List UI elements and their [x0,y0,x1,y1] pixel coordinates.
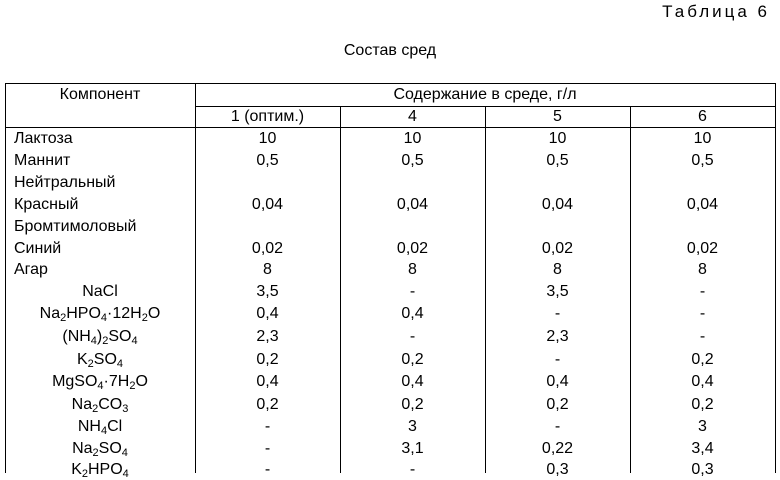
header-content: Содержание в среде, г/л [393,86,577,103]
row-value-col-3: 0,3 [546,461,569,478]
header-col-1: 1 (оптим.) [230,108,305,125]
row-value-col-2: - [409,283,416,300]
row-value-col-2: 0,5 [401,152,424,169]
row-value-col-3: 3,5 [546,283,569,300]
row-value-col-4: - [699,283,706,300]
row-value-col-2: - [409,461,416,478]
row-value-col-4: 0,4 [691,373,714,390]
row-component-name: $Na_2HPO_4\cdot 12H_2O$ [39,305,161,324]
row-value-col-3: - [554,305,561,322]
row-component-name: $K_2HPO_4$ [71,461,129,480]
row-value-col-2: 0,04 [396,196,429,213]
row-component-name: Агар [14,261,48,278]
row-value-col-3: - [554,418,561,435]
table-caption: Состав сред [343,42,437,59]
row-value-col-1: 2,3 [256,328,279,345]
table-right-border [775,83,776,473]
header-component: Компонент [59,86,141,103]
row-component-name: NaCl [82,283,118,300]
table-left-border [5,83,6,473]
row-value-col-2: 8 [408,261,417,278]
row-value-col-1: - [264,440,271,457]
row-value-col-2: 0,4 [401,373,424,390]
row-value-col-3: 10 [548,130,567,147]
row-value-col-1: 0,2 [256,396,279,413]
row-value-col-1: 0,02 [251,240,284,257]
row-component-name: $NH_4Cl$ [77,418,123,437]
header-col-4: 4 [408,108,417,125]
row-component-name: $K_2SO_4$ [76,351,124,370]
header-col-6: 6 [698,108,707,125]
row-value-col-3: 0,5 [546,152,569,169]
row-value-col-4: 3 [698,418,707,435]
table-number: Таблица 6 [662,2,770,21]
row-value-col-1: 0,4 [256,305,279,322]
row-value-col-1: 8 [263,261,272,278]
row-value-col-1: 3,5 [256,283,279,300]
row-component-name: Нейтральный [14,174,116,191]
row-component-name: $Na_2CO_3$ [71,396,129,415]
row-value-col-4: 10 [693,130,712,147]
header-col-5: 5 [553,108,562,125]
row-value-col-4: 0,02 [686,240,719,257]
row-component-name: $Na_2SO_4$ [72,440,128,459]
row-value-col-1: - [264,461,271,478]
row-component-name: $(NH_4)_2SO_4$ [62,328,138,347]
row-component-name: $MgSO_4\cdot 7H_2O$ [52,373,148,392]
row-value-col-2: 10 [403,130,422,147]
row-value-col-2: 0,2 [401,396,424,413]
row-component-name: Лактоза [14,130,73,147]
row-value-col-3: 0,02 [541,240,574,257]
row-component-name: Синий [14,240,62,257]
row-value-col-4: 0,3 [691,461,714,478]
row-value-col-2: 3 [408,418,417,435]
row-value-col-1: 0,04 [251,196,284,213]
row-value-col-4: 8 [698,261,707,278]
row-value-col-3: - [554,351,561,368]
row-value-col-2: 0,2 [401,351,424,368]
row-value-col-3: 0,04 [541,196,574,213]
row-value-col-3: 0,4 [546,373,569,390]
row-value-col-2: - [409,328,416,345]
row-value-col-2: 0,4 [401,305,424,322]
row-value-col-3: 8 [553,261,562,278]
row-component-name: Бромтимоловый [14,218,137,235]
row-value-col-1: 0,5 [256,152,279,169]
row-value-col-4: 0,2 [691,396,714,413]
row-value-col-1: - [264,418,271,435]
row-value-col-4: 3,4 [691,440,714,457]
row-value-col-4: 0,04 [686,196,719,213]
row-value-col-4: - [699,328,706,345]
row-value-col-1: 0,4 [256,373,279,390]
row-component-name: Маннит [14,152,71,169]
row-value-col-4: - [699,305,706,322]
composition-table [5,83,775,480]
row-value-col-3: 0,2 [546,396,569,413]
row-value-col-1: 10 [258,130,277,147]
row-value-col-2: 3,1 [401,440,424,457]
row-value-col-3: 0,22 [541,440,574,457]
table-top-border [5,83,775,84]
row-value-col-3: 2,3 [546,328,569,345]
row-value-col-2: 0,02 [396,240,429,257]
row-value-col-4: 0,2 [691,351,714,368]
header-bottom-border [5,127,775,128]
row-component-name: Красный [14,196,79,213]
row-value-col-4: 0,5 [691,152,714,169]
row-value-col-1: 0,2 [256,351,279,368]
